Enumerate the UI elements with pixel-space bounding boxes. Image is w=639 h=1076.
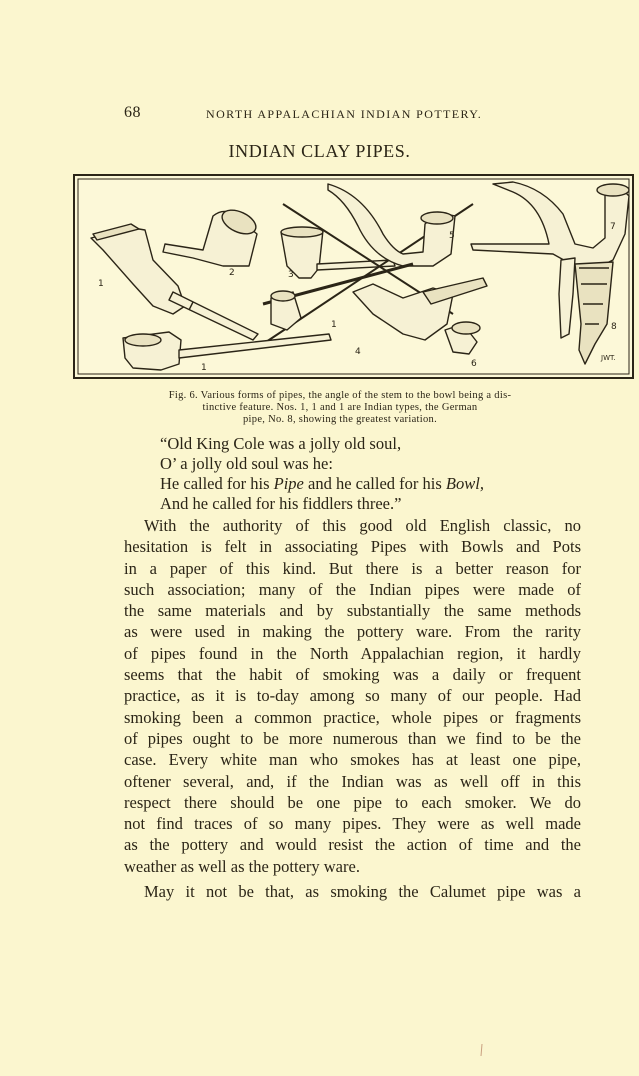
running-head: [124, 104, 582, 126]
verse-quote: [160, 434, 600, 514]
figure-label: 6: [471, 359, 477, 369]
figure-label: 8: [611, 322, 617, 332]
section-title: INDIAN CLAY PIPES.: [228, 141, 411, 161]
figure-label: 1: [201, 363, 207, 373]
figure-caption: [100, 390, 580, 426]
figure-label: 4: [355, 347, 361, 357]
verse-emphasis-bowl: Bowl,: [445, 474, 484, 493]
body-line: respect there should be one pipe to each smoker. We do: [124, 792, 581, 812]
figure-label: 1: [331, 320, 337, 330]
body-line: of pipes found in the North Appalachian region, it hardly: [124, 643, 581, 663]
figure-label: 5: [449, 231, 455, 241]
verse-line: And he called for his fiddlers three.”: [160, 494, 402, 513]
page-number: 68: [124, 104, 141, 121]
figure-label: 1: [98, 279, 104, 289]
caption-line: tinctive feature. Nos. 1, 1 and 1 are Indian types, the German: [202, 402, 478, 413]
caption-line: pipe, No. 8, showing the greatest variation.: [243, 414, 437, 425]
verse-line: [160, 474, 600, 494]
verse-emphasis-pipe: Pipe: [273, 474, 304, 493]
body-line: practice, as it is to-day among so many of our people. Had: [124, 686, 581, 706]
body-line: May it not be that, as smoking the Calumet pipe was a: [144, 882, 581, 902]
body-line: as the pottery and would resist the action of time and the: [124, 835, 581, 855]
running-title: NORTH APPALACHIAN INDIAN POTTERY.: [206, 107, 483, 121]
verse-text: He called for his: [160, 474, 274, 493]
body-line: not find traces of so many pipes. They were as well made: [124, 814, 581, 834]
artist-signature: JWT.: [601, 354, 616, 362]
body-line: the same materials and by substantially the same methods: [124, 601, 581, 621]
body-line: hesitation is felt in associating Pipes with Bowls and Pots: [124, 537, 581, 557]
verse-line: “Old King Cole was a jolly old soul,: [160, 434, 402, 453]
body-text: [124, 515, 581, 902]
pipes-illustration: [73, 174, 634, 379]
verse-text: and he called for his: [303, 474, 446, 493]
body-line: case. Every white man who smokes has at least one pipe,: [124, 750, 581, 770]
body-line: in a paper of this kind. But there is a better reason for: [124, 558, 581, 578]
body-line: smoking been a common practice, whole pipes or fragments: [124, 707, 581, 727]
body-line: of pipes ought to be more numerous than we find to be the: [124, 728, 581, 748]
pipes-drawing: [73, 174, 634, 379]
caption-line: Fig. 6. Various forms of pipes, the angle of the stem to the bowl being a dis-: [168, 390, 512, 401]
body-line: With the authority of this good old English classic, no: [144, 516, 581, 535]
page-speck: [480, 1044, 483, 1056]
figure-label: 2: [229, 268, 235, 278]
body-line: seems that the habit of smoking was a daily or frequent: [124, 665, 581, 685]
figure-label: 7: [610, 222, 616, 232]
body-line: as were used in making the pottery ware. From the rarity: [124, 622, 581, 642]
verse-line: O’ a jolly old soul was he:: [160, 454, 333, 473]
body-line: oftener several, and, if the Indian was as well off in this: [124, 771, 581, 791]
figure-label: 3: [288, 270, 294, 280]
body-line: weather as well as the pottery ware.: [124, 856, 360, 876]
body-line: such association; many of the Indian pipes were made of: [124, 579, 581, 599]
